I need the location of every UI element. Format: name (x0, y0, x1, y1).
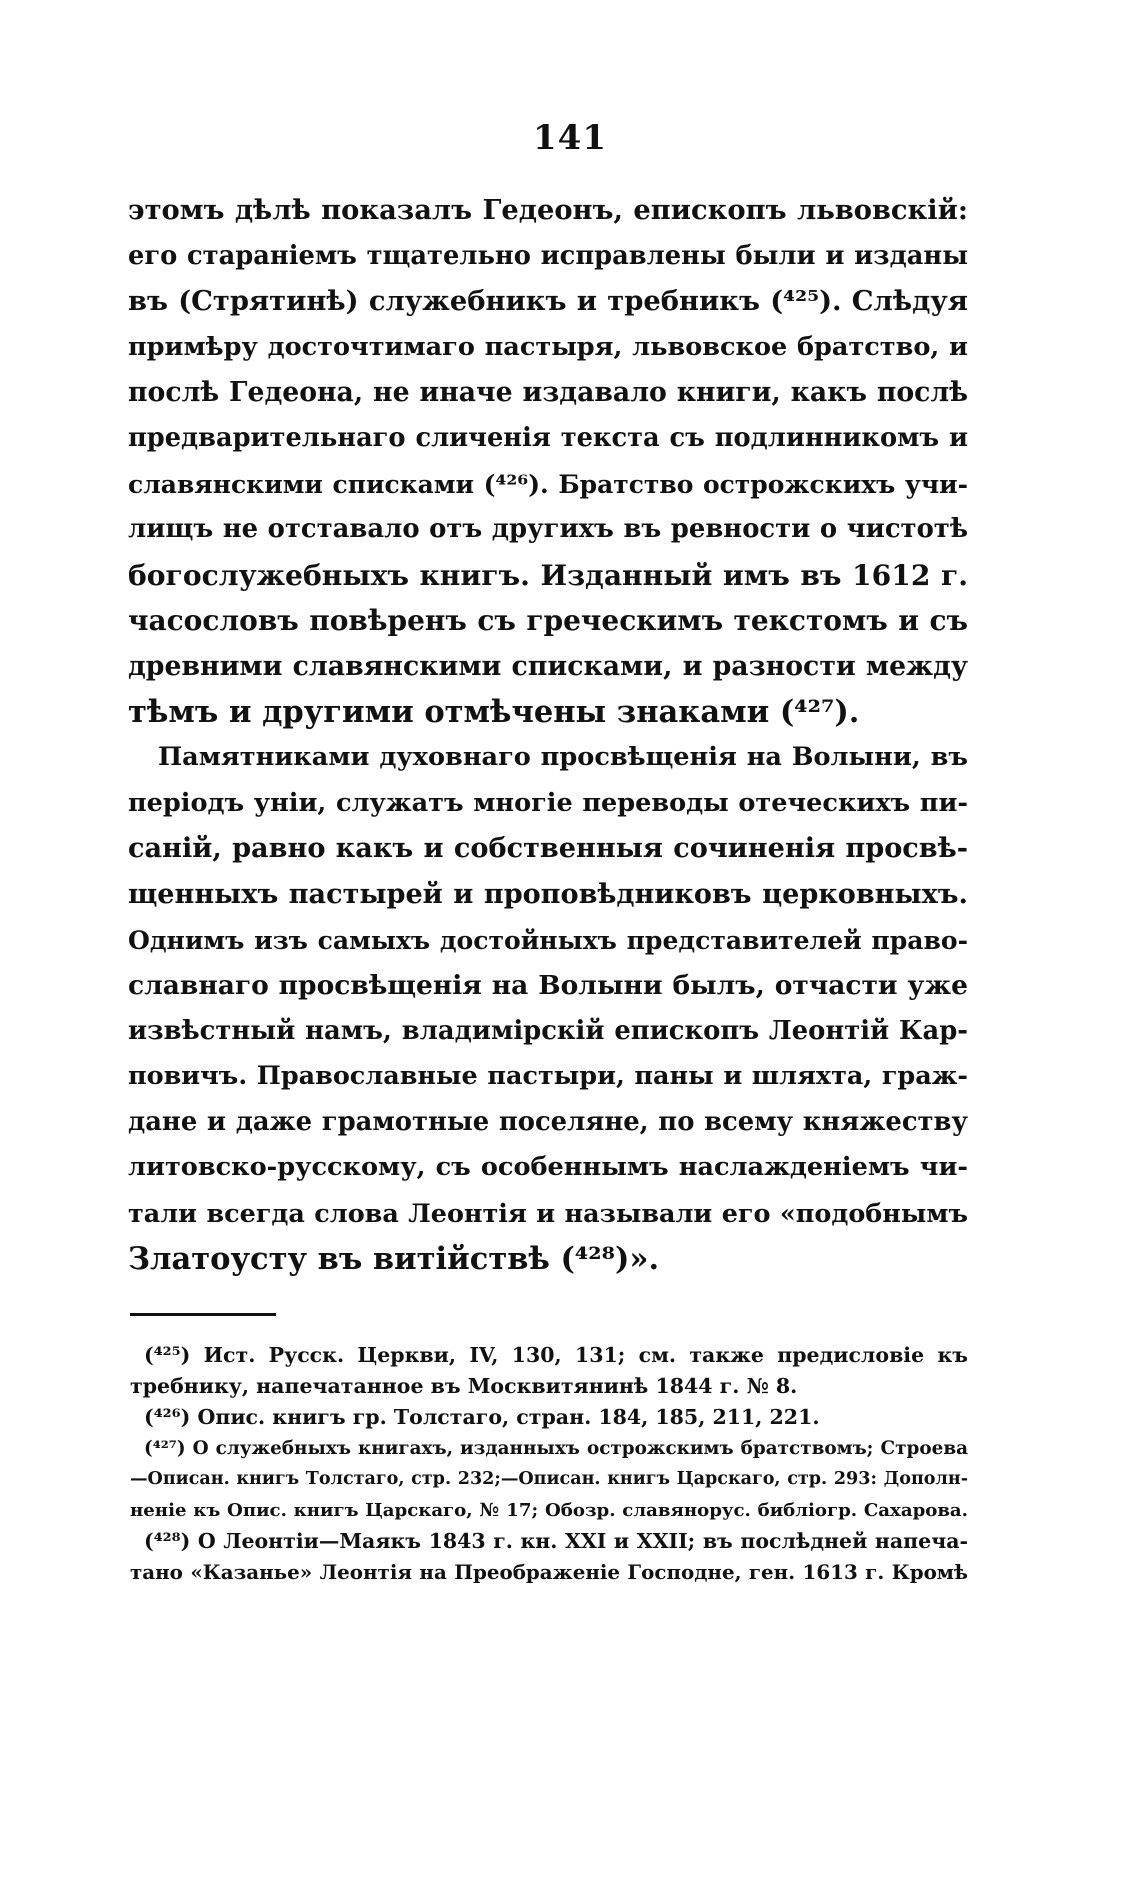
text-line: литовско-русскому, съ особеннымъ наслажденіемъ чи- (128, 1152, 968, 1183)
text-line-paragraph-end: тѣмъ и другими отмѣчены знаками (⁴²⁷). (128, 693, 860, 730)
footnote-line: (⁴²⁶) Опис. книгъ гр. Толстаго, стран. 184, 185, 211, 221. (144, 1405, 820, 1429)
text-line: часословъ повѣренъ съ греческимъ текстомъ и съ (128, 604, 968, 638)
footnote-line: неніе къ Опис. книгъ Царскаго, № 17; Обозр. славянорус. библіогр. Сахарова. (130, 1500, 968, 1521)
text-line: богослужебныхъ книгъ. Изданный имъ въ 1612 г. (128, 558, 968, 592)
text-line-paragraph-start: Памятниками духовнаго просвѣщенія на Волыни, въ (158, 742, 968, 773)
footnote-divider (130, 1313, 276, 1316)
text-line: Однимъ изъ самыхъ достойныхъ представителей право- (128, 924, 968, 955)
text-line: предварительнаго сличенія текста съ подлинникомъ и (128, 422, 968, 453)
text-line: извѣстный намъ, владимірскій епископъ Леонтій Кар- (128, 1015, 968, 1046)
text-line: примѣру досточтимаго пастыря, львовское братство, и (128, 331, 968, 362)
text-line: саній, равно какъ и собственныя сочиненія просвѣ- (128, 833, 968, 865)
main-text (128, 188, 968, 1282)
footnotes (130, 1340, 968, 1588)
text-line: древними славянскими списками, и разности между (128, 650, 968, 682)
text-line: славнаго просвѣщенія на Волыни былъ, отчасти уже (128, 970, 968, 1002)
text-line: славянскими списками (⁴²⁶). Братство острожскихъ учи- (128, 469, 968, 499)
text-line: дане и даже грамотные поселяне, по всему княжеству (128, 1106, 968, 1137)
text-line: въ (Стрятинѣ) служебникъ и требникъ (⁴²⁵). Слѣдуя (128, 285, 968, 318)
text-line: періодъ уніи, служатъ многіе переводы отеческихъ пи- (128, 787, 968, 818)
footnote-line: требнику, напечатанное въ Москвитянинѣ 1844 г. № 8. (130, 1374, 798, 1398)
text-line: послѣ Гедеона, не иначе издавало книги, какъ послѣ (128, 377, 968, 409)
text-line: этомъ дѣлѣ показалъ Гедеонъ, епископъ львовскій: (128, 194, 968, 226)
footnote-line: (⁴²⁷) О служебныхъ книгахъ, изданныхъ острожскимъ братствомъ; Строева (144, 1438, 968, 1459)
text-line: повичъ. Православные пастыри, паны и шляхта, граж- (128, 1061, 968, 1092)
footnote-line: (⁴²⁸) О Леонтіи—Маякъ 1843 г. кн. XXI и XXII; въ послѣдней напеча- (144, 1529, 968, 1553)
page-number: 141 (533, 118, 607, 158)
text-line: тали всегда слова Леонтія и называли его «подобнымъ (128, 1198, 968, 1229)
text-line: его стараніемъ тщательно исправлены были и изданы (128, 240, 968, 271)
footnote-line: тано «Казанье» Леонтія на Преображеніе Господне, ген. 1613 г. Кромѣ (130, 1560, 968, 1584)
text-line-paragraph-end: Златоусту въ витійствѣ (⁴²⁸)». (128, 1240, 660, 1277)
text-line: лищъ не отставало отъ другихъ въ ревности о чистотѣ (128, 514, 968, 545)
footnote-line: —Описан. книгъ Толстаго, стр. 232;—Описан. книгъ Царскаго, стр. 293: Дополн- (130, 1469, 968, 1489)
footnote-line: (⁴²⁵) Ист. Русск. Церкви, IV, 130, 131; см. также предисловіе къ (144, 1343, 968, 1367)
text-line: щенныхъ пастырей и проповѣдниковъ церковныхъ. (128, 878, 968, 910)
